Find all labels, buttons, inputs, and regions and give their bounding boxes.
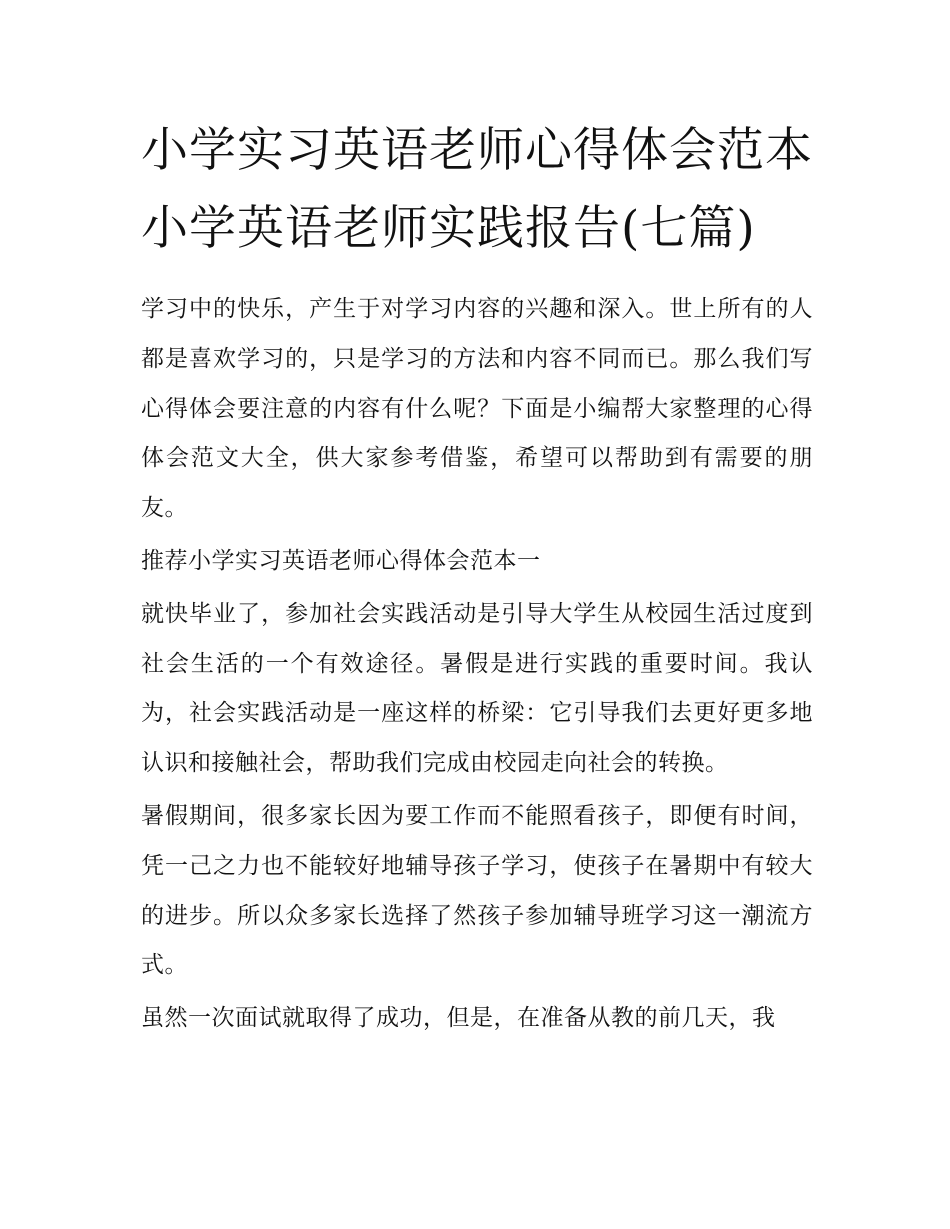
- intro-paragraph: 学习中的快乐，产生于对学习内容的兴趣和深入。世上所有的人都是喜欢学习的，只是学习的方法和内容不同而已。那么我们写心得体会要注意的内容有什么呢？下面是小编帮大家整理的心得体会范文大全，供大家参考借鉴，希望可以帮助到有需要的朋友。: [141, 296, 813, 522]
- body-paragraph: 暑假期间，很多家长因为要工作而不能照看孩子，即便有时间，凭一己之力也不能较好地辅导孩子学习，使孩子在暑期中有较大的进步。所以众多家长选择了然孩子参加辅导班学习这一潮流方式。: [141, 802, 813, 979]
- body-paragraph: 就快毕业了，参加社会实践活动是引导大学生从校园生活过度到社会生活的一个有效途径。暑假是进行实践的重要时间。我认为，社会实践活动是一座这样的桥梁：它引导我们去更好更多地认识和接触社会，帮助我们完成由校园走向社会的转换。: [141, 600, 813, 777]
- document-page: [141, 112, 813, 1047]
- document-title: 小学实习英语老师心得体会范本 小学英语老师实践报告(七篇): [141, 123, 813, 256]
- section-heading: 推荐小学实习英语老师心得体会范本一: [141, 547, 541, 574]
- body-paragraph: 虽然一次面试就取得了成功，但是，在准备从教的前几天，我: [141, 1005, 776, 1032]
